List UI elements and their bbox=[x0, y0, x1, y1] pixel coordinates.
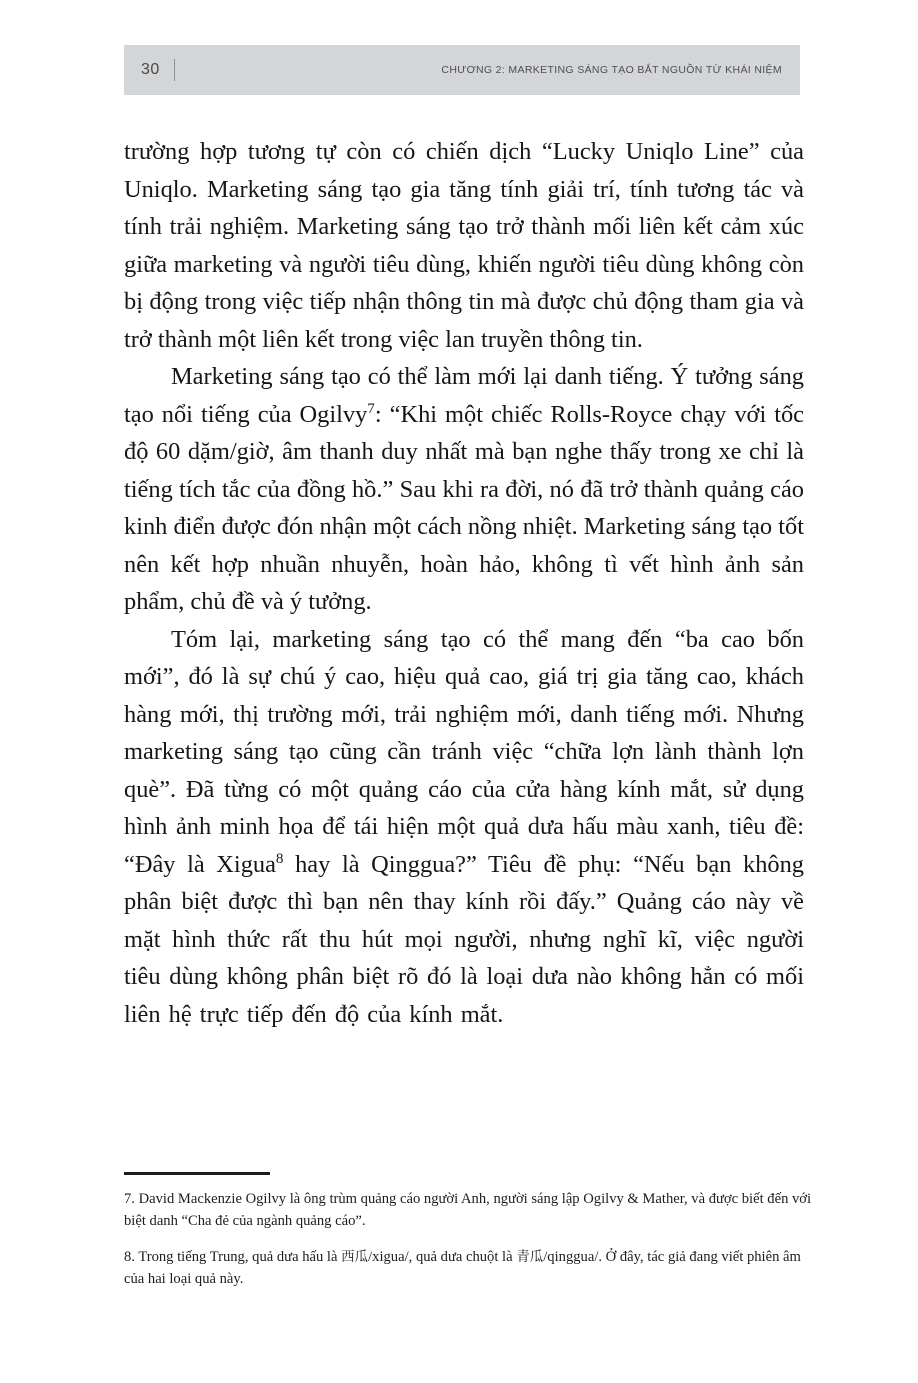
paragraph-3-text-before-footnote-ref: Tóm lại, marketing sáng tạo có thể mang đến “ba cao bốn mới”, đó là sự chú ý cao, hiệu quả cao, giá trị gia tăng cao, khách hàng mới, thị trường mới, trải nghiệm mới, danh tiếng mới. Nhưng marketing sáng tạo cũng cần tránh việc “chữa lợn lành thành lợn què”. Đã từng có một quảng cáo của cửa hàng kính mắt, sử dụng hình ảnh minh họa để tái hiện một quả dưa hấu màu xanh, tiêu đề: “Đây là Xigua bbox=[124, 625, 804, 878]
paragraph-3 bbox=[124, 621, 804, 1034]
footnote-separator-rule bbox=[124, 1172, 270, 1175]
paragraph-2 bbox=[124, 358, 804, 621]
paragraph-2-text-before-footnote-ref: Marketing sáng tạo có thể làm mới lại danh tiếng. Ý tưởng sáng tạo nổi tiếng của Ogilvy bbox=[124, 363, 804, 428]
footnote-8-part-b: /xigua/, quả dưa chuột là bbox=[368, 1249, 517, 1265]
body-text-column bbox=[124, 133, 804, 1033]
footnote-8 bbox=[124, 1246, 814, 1290]
footnote-8-part-c: /qinggua/. Ở đây, tác giả đang viết phiên âm của hai loại quả này. bbox=[124, 1249, 801, 1287]
footnote-ref-8[interactable]: 8 bbox=[275, 850, 284, 867]
chapter-title: CHƯƠNG 2: MARKETING SÁNG TẠO BẮT NGUỒN TỪ KHÁI NIỆM bbox=[441, 64, 782, 76]
running-header-bar bbox=[124, 45, 800, 95]
paragraph-1: trường hợp tương tự còn có chiến dịch “Lucky Uniqlo Line” của Uniqlo. Marketing sáng tạo gia tăng tính giải trí, tính tương tác và tính trải nghiệm. Marketing sáng tạo trở thành mối liên kết cảm xúc giữa marketing và người tiêu dùng, khiến người tiêu dùng không còn bị động trong việc tiếp nhận thông tin mà được chủ động tham gia và trở thành một liên kết trong việc lan truyền thông tin. bbox=[124, 138, 804, 353]
paragraph-2-text-after-footnote-ref: : “Khi một chiếc Rolls-Royce chạy với tốc độ 60 dặm/giờ, âm thanh duy nhất mà bạn nghe thấy trong xe chỉ là tiếng tích tắc của đồng hồ.” Sau khi ra đời, nó đã trở thành quảng cáo kinh điển được đón nhận một cách nồng nhiệt. Marketing sáng tạo tốt nên kết hợp nhuần nhuyễn, hoàn hảo, không tì vết hình ảnh sản phẩm, chủ đề và ý tưởng. bbox=[124, 400, 804, 615]
page-number: 30 bbox=[141, 61, 160, 78]
footnote-8-hanzi-xigua: 西瓜 bbox=[341, 1249, 369, 1265]
footnote-7: 7. David Mackenzie Ogilvy là ông trùm quảng cáo người Anh, người sáng lập Ogilvy & Mather, và được biết đến với biệt danh “Cha đẻ của ngành quảng cáo”. bbox=[124, 1191, 812, 1229]
footnote-block bbox=[124, 1172, 814, 1290]
footnote-8-hanzi-qinggua: 青瓜 bbox=[516, 1249, 544, 1265]
paragraph-3-text-after-footnote-ref: hay là Qinggua?” Tiêu đề phụ: “Nếu bạn không phân biệt được thì bạn nên thay kính rồi đấy.” Quảng cáo này về mặt hình thức rất thu hút mọi người, nhưng nghĩ kĩ, việc người tiêu dùng không phân biệt rõ đó là loại dưa nào không hẳn có mối liên hệ trực tiếp đến độ của kính mắt. bbox=[124, 850, 804, 1028]
footnote-8-part-a: 8. Trong tiếng Trung, quả dưa hấu là bbox=[124, 1249, 342, 1265]
footnote-ref-7[interactable]: 7 bbox=[367, 400, 375, 417]
